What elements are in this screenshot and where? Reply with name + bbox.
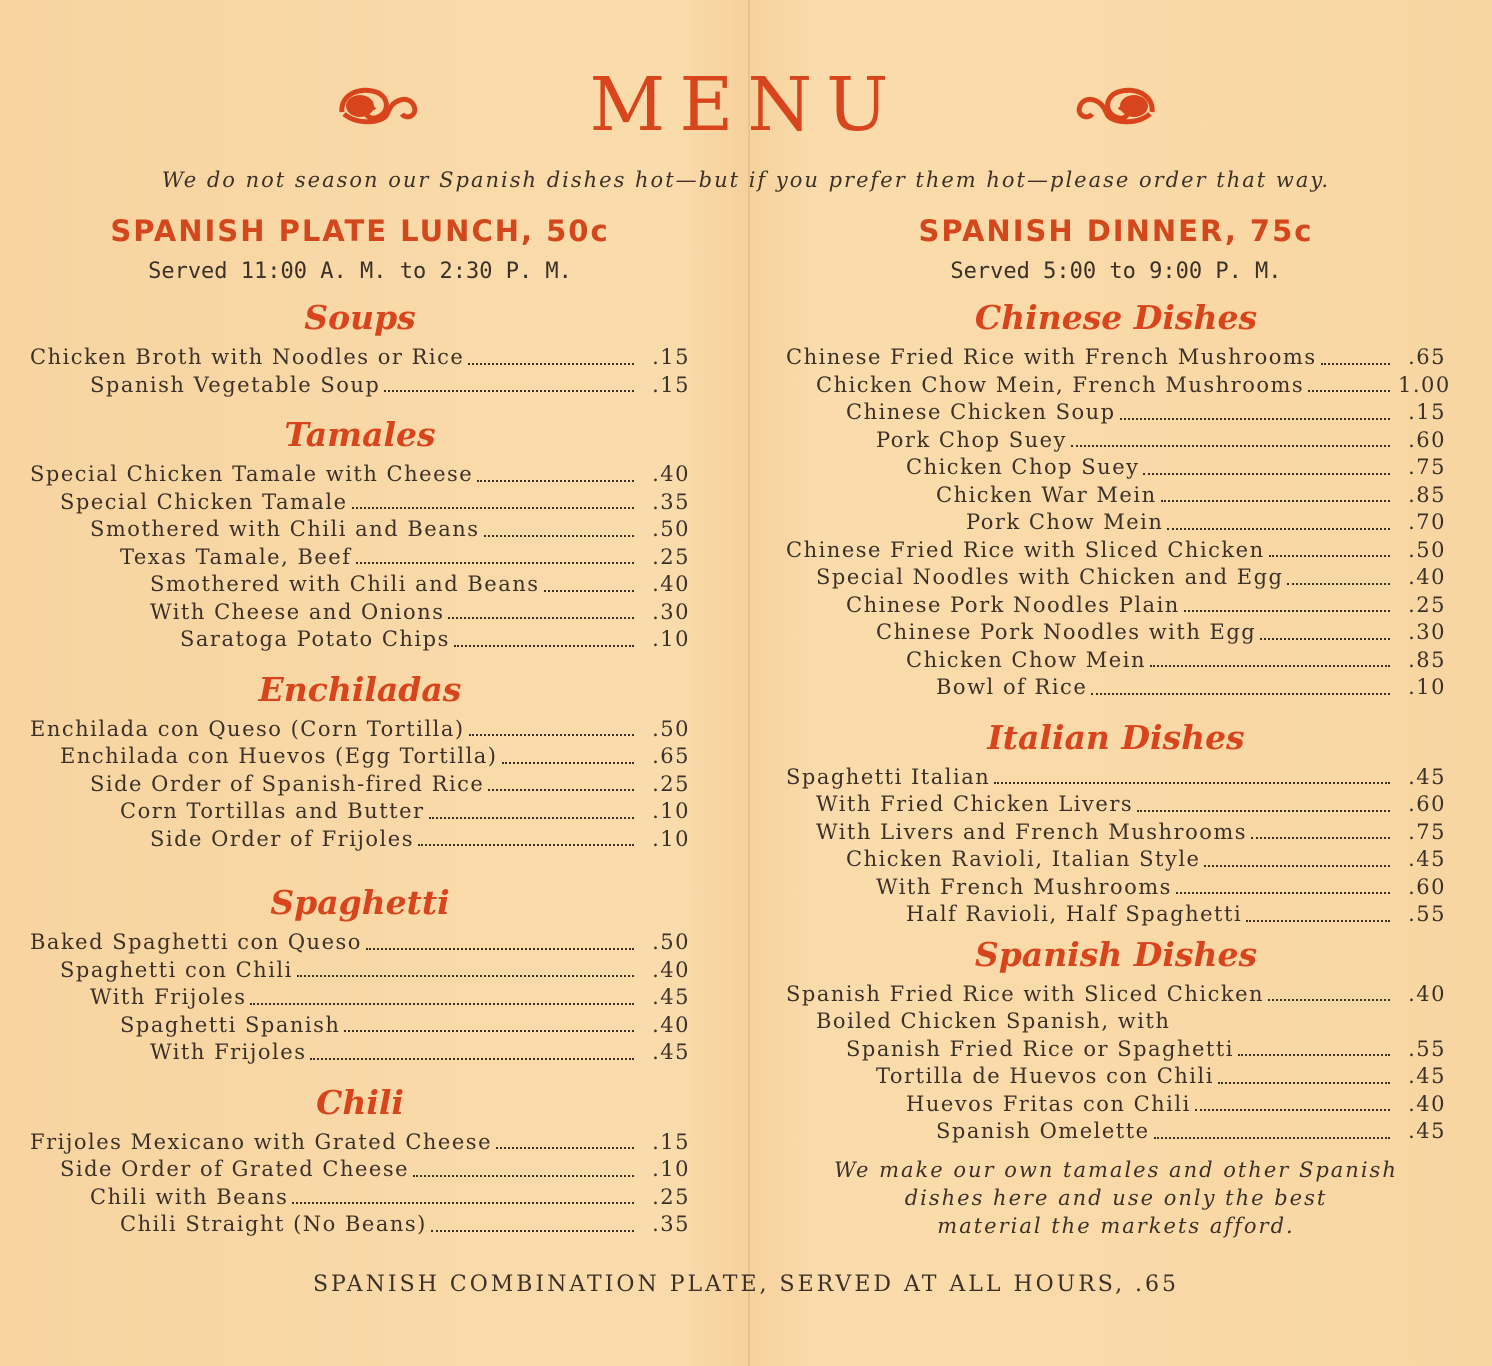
house-made-note: We make our own tamales and other Spanish dishes here and use only the best material the markets afford. bbox=[834, 1157, 1398, 1238]
lunch-hours: Served 11:00 A. M. to 2:30 P. M. bbox=[148, 259, 572, 284]
menu-item: Special Noodles with Chicken and Egg .40 bbox=[816, 565, 1446, 589]
menu-item: Enchilada con Queso (Corn Tortilla) .50 bbox=[30, 716, 690, 741]
menu-item: Spaghetti Spanish .40 bbox=[120, 1012, 690, 1037]
menu-item: With Frijoles .45 bbox=[150, 1040, 690, 1064]
menu-item: Special Chicken Tamale with Cheese .40 bbox=[30, 462, 690, 486]
menu-item: Side Order of Spanish-fired Rice .25 bbox=[90, 771, 690, 796]
section-heading-italian: Italian Dishes bbox=[987, 717, 1245, 757]
section-heading-chili: Chili bbox=[316, 1082, 404, 1122]
menu-item: Spaghetti con Chili .40 bbox=[60, 957, 690, 982]
menu-item: Boiled Chicken Spanish, with bbox=[816, 1009, 1171, 1033]
menu-item: Chili Straight (No Beans) .35 bbox=[120, 1212, 690, 1236]
menu-item: Bowl of Rice .10 bbox=[936, 675, 1446, 699]
menu-item: Spanish Fried Rice or Spaghetti .55 bbox=[846, 1036, 1446, 1061]
menu-item: Smothered with Chili and Beans .40 bbox=[150, 572, 690, 596]
menu-item: With Cheese and Onions .30 bbox=[150, 599, 690, 624]
dinner-hours: Served 5:00 to 9:00 P. M. bbox=[950, 259, 1282, 284]
menu-item: With Fried Chicken Livers .60 bbox=[816, 792, 1446, 816]
menu-item: Chicken Chop Suey .75 bbox=[906, 455, 1446, 479]
lunch-column bbox=[30, 210, 690, 1239]
menu-item: With French Mushrooms .60 bbox=[876, 874, 1446, 899]
section-heading-spaghetti: Spaghetti bbox=[270, 883, 450, 922]
menu-item: Spaghetti Italian .45 bbox=[786, 764, 1446, 789]
menu-item: Half Ravioli, Half Spaghetti .55 bbox=[906, 902, 1446, 926]
menu-item: Chili with Beans .25 bbox=[90, 1184, 690, 1209]
dinner-column bbox=[786, 210, 1451, 1240]
section-heading-soups: Soups bbox=[304, 298, 416, 337]
seasoning-note: We do not season our Spanish dishes hot—but if you prefer them hot—please order that way. bbox=[161, 168, 1331, 192]
menu-item: Texas Tamale, Beef .25 bbox=[120, 544, 690, 569]
menu-item: Special Chicken Tamale .35 bbox=[60, 489, 690, 514]
menu-item: Pork Chow Mein .70 bbox=[966, 510, 1446, 534]
menu-item: Enchilada con Huevos (Egg Tortilla) .65 bbox=[60, 744, 690, 768]
dinner-heading: SPANISH DINNER, 75c bbox=[918, 214, 1314, 248]
menu-item: Chicken War Mein .85 bbox=[936, 482, 1446, 507]
menu-item: Spanish Fried Rice with Sliced Chicken .40 bbox=[786, 981, 1446, 1006]
menu-item: Chicken Chow Mein .85 bbox=[906, 647, 1446, 672]
menu-item: Saratoga Potato Chips .10 bbox=[180, 627, 690, 651]
menu-item: Side Order of Frijoles .10 bbox=[150, 826, 690, 851]
combination-plate-note: SPANISH COMBINATION PLATE, SERVED AT ALL HOURS, .65 bbox=[312, 1272, 1180, 1297]
menu-item: Chicken Chow Mein, French Mushrooms 1.00 bbox=[816, 372, 1451, 397]
menu-item: Chicken Broth with Noodles or Rice .15 bbox=[30, 345, 690, 369]
menu-item: Side Order of Grated Cheese .10 bbox=[60, 1157, 690, 1181]
menu-item: Chinese Chicken Soup .15 bbox=[846, 400, 1446, 424]
menu-item: Tortilla de Huevos con Chili .45 bbox=[876, 1064, 1446, 1088]
menu-item: Chinese Pork Noodles with Egg .30 bbox=[876, 620, 1446, 644]
menu-item: Smothered with Chili and Beans .50 bbox=[90, 517, 690, 541]
menu-item: Corn Tortillas and Butter .10 bbox=[120, 799, 690, 823]
menu-item: With Livers and French Mushrooms .75 bbox=[816, 819, 1446, 844]
menu-item: Chinese Fried Rice with Sliced Chicken .50 bbox=[786, 537, 1446, 562]
menu-item: Chinese Fried Rice with French Mushrooms .65 bbox=[786, 345, 1446, 369]
menu-item: Pork Chop Suey .60 bbox=[876, 427, 1446, 452]
center-fold bbox=[748, 0, 750, 1366]
menu-item: Spanish Vegetable Soup .15 bbox=[90, 372, 690, 397]
menu-title: MENU bbox=[589, 62, 903, 148]
section-heading-enchiladas: Enchiladas bbox=[258, 669, 462, 709]
menu-item: Chicken Ravioli, Italian Style .45 bbox=[846, 847, 1446, 871]
section-heading-spanish: Spanish Dishes bbox=[974, 934, 1258, 974]
menu-item: Spanish Omelette .45 bbox=[936, 1119, 1446, 1143]
menu-item: Huevos Fritas con Chili .40 bbox=[906, 1091, 1446, 1116]
menu-item: Chinese Pork Noodles Plain .25 bbox=[846, 592, 1446, 617]
menu-item: Baked Spaghetti con Queso .50 bbox=[30, 930, 690, 954]
section-heading-chinese: Chinese Dishes bbox=[974, 298, 1258, 337]
lunch-heading: SPANISH PLATE LUNCH, 50c bbox=[110, 214, 610, 248]
section-heading-tamales: Tamales bbox=[284, 415, 436, 454]
menu-item: Frijoles Mexicano with Grated Cheese .15 bbox=[30, 1129, 690, 1154]
menu-item: With Frijoles .45 bbox=[90, 985, 690, 1009]
